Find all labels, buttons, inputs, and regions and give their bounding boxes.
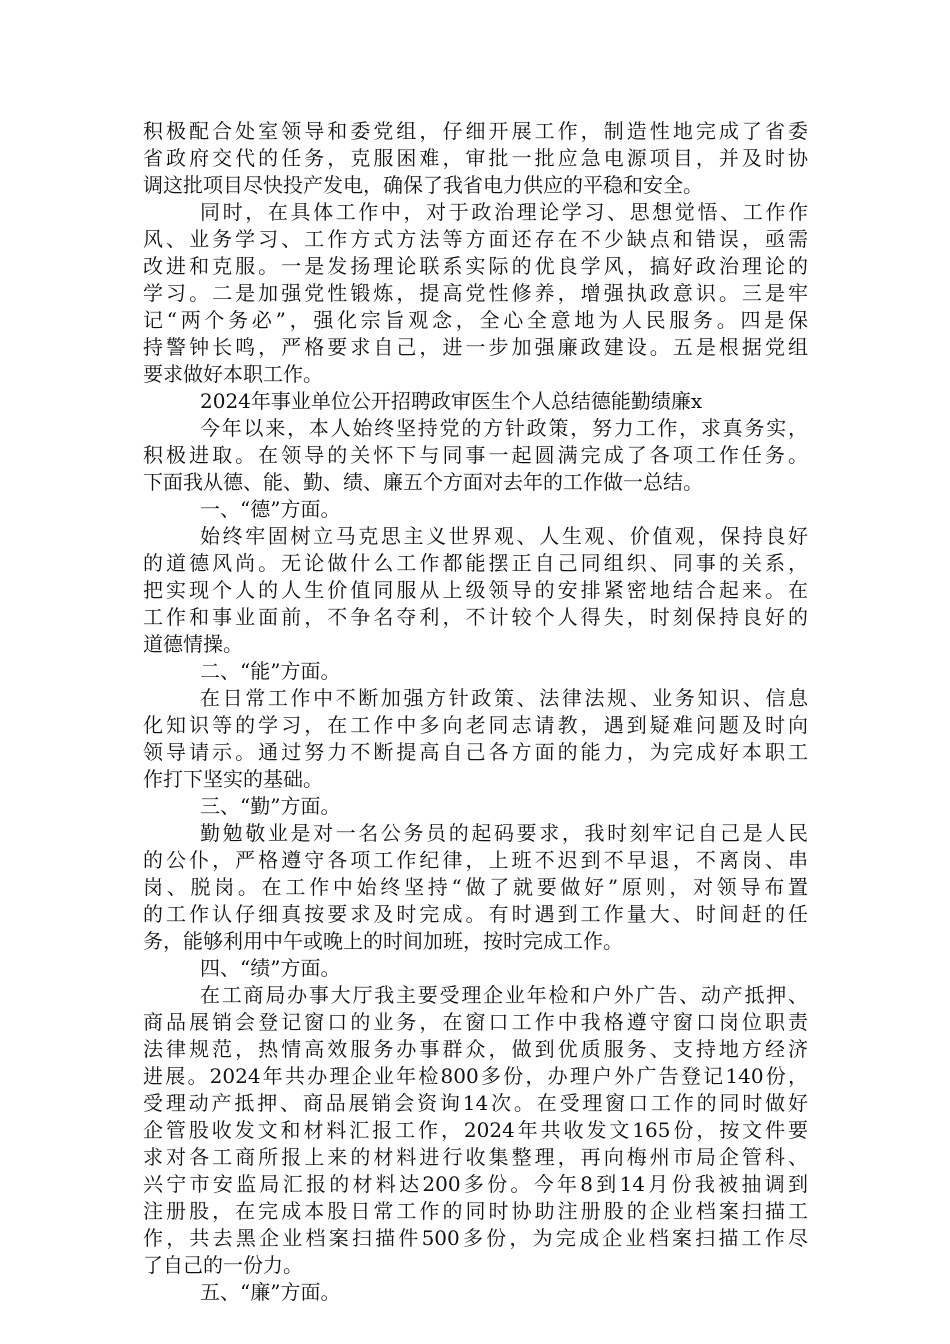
text-line: 始终牢固树立马克思主义世界观、人生观、价值观，保持良好 [200, 524, 808, 548]
text-line: 今年以来，本人始终坚持党的方针政策，努力工作，求真务实， [200, 416, 808, 440]
text-line: 要求做好本职工作。 [143, 362, 323, 386]
text-line: 省政府交代的任务，克服困难，审批一批应急电源项目，并及时协 [143, 146, 808, 170]
text-line: 兴宁市安监局汇报的材料达200多份。今年8到14月份我被抽调到 [143, 1172, 808, 1196]
text-line: 一、“德”方面。 [200, 497, 341, 521]
text-line: 注册股，在完成本股日常工作的同时协助注册股的企业档案扫描工 [143, 1199, 808, 1223]
text-line: 的工作认仔细真按要求及时完成。有时遇到工作量大、时间赶的任 [143, 902, 808, 926]
text-line: 领导请示。通过努力不断提高自己各方面的能力，为完成好本职工 [143, 740, 808, 764]
text-line: 2024年事业单位公开招聘政审医生个人总结德能勤绩廉x [200, 389, 703, 413]
text-line: 积极配合处室领导和委党组，仔细开展工作，制造性地完成了省委 [143, 119, 808, 143]
text-line: 记“两个务必”，强化宗旨观念，全心全意地为人民服务。四是保 [143, 308, 808, 332]
text-line: 商品展销会登记窗口的业务，在窗口工作中我格遵守窗口岗位职责 [143, 1010, 808, 1034]
text-line: 三、“勤”方面。 [200, 794, 341, 818]
text-line: 作打下坚实的基础。 [143, 767, 323, 791]
text-line: 的道德风尚。无论做什么工作都能摆正自己同组织、同事的关系， [143, 551, 808, 575]
text-line: 进展。2024年共办理企业年检800多份，办理户外广告登记140份， [143, 1064, 808, 1088]
text-line: 道德情操。 [143, 632, 243, 656]
text-line: 在工商局办事大厅我主要受理企业年检和户外广告、动产抵押、 [200, 983, 808, 1007]
text-line: 四、“绩”方面。 [200, 956, 341, 980]
text-line: 风、业务学习、工作方式方法等方面还存在不少缺点和错误，亟需 [143, 227, 808, 251]
document-page [143, 118, 808, 1306]
text-line: 工作和事业面前，不争名夺利，不计较个人得失，时刻保持良好的 [143, 605, 808, 629]
text-line: 的公仆，严格遵守各项工作纪律，上班不迟到不早退，不离岗、串 [143, 848, 808, 872]
text-line: 岗、脱岗。在工作中始终坚持“做了就要做好”原则，对领导布置 [143, 875, 808, 899]
text-line: 改进和克服。一是发扬理论联系实际的优良学风，搞好政治理论的 [143, 254, 808, 278]
text-line: 在日常工作中不断加强方针政策、法律法规、业务知识、信息 [200, 686, 808, 710]
text-line: 同时，在具体工作中，对于政治理论学习、思想觉悟、工作作 [200, 200, 808, 224]
text-line: 下面我从德、能、勤、绩、廉五个方面对去年的工作做一总结。 [143, 470, 703, 494]
text-line: 把实现个人的人生价值同服从上级领导的安排紧密地结合起来。在 [143, 578, 808, 602]
text-line: 求对各工商所报上来的材料进行收集整理，再向梅州市局企管科、 [143, 1145, 808, 1169]
text-line: 调这批项目尽快投产发电，确保了我省电力供应的平稳和安全。 [143, 173, 703, 197]
text-line: 积极进取。在领导的关怀下与同事一起圆满完成了各项工作任务。 [143, 443, 808, 467]
text-line: 受理动产抵押、商品展销会资询14次。在受理窗口工作的同时做好 [143, 1091, 808, 1115]
text-line: 了自己的一份力。 [143, 1253, 303, 1277]
text-line: 法律规范，热情高效服务办事群众，做到优质服务、支持地方经济 [143, 1037, 808, 1061]
text-line: 化知识等的学习，在工作中多向老同志请教，遇到疑难问题及时向 [143, 713, 808, 737]
text-line: 企管股收发文和材料汇报工作，2024年共收发文165份，按文件要 [143, 1118, 808, 1142]
text-line: 作，共去黑企业档案扫描件500多份，为完成企业档案扫描工作尽 [143, 1226, 808, 1250]
text-line: 务，能够利用中午或晚上的时间加班，按时完成工作。 [143, 929, 623, 953]
text-line: 五、“廉”方面。 [200, 1280, 341, 1304]
text-line: 学习。二是加强党性锻炼，提高党性修养，增强执政意识。三是牢 [143, 281, 808, 305]
text-line: 持警钟长鸣，严格要求自己，进一步加强廉政建设。五是根据党组 [143, 335, 808, 359]
text-line: 二、“能”方面。 [200, 659, 341, 683]
text-line: 勤勉敬业是对一名公务员的起码要求，我时刻牢记自己是人民 [200, 821, 808, 845]
